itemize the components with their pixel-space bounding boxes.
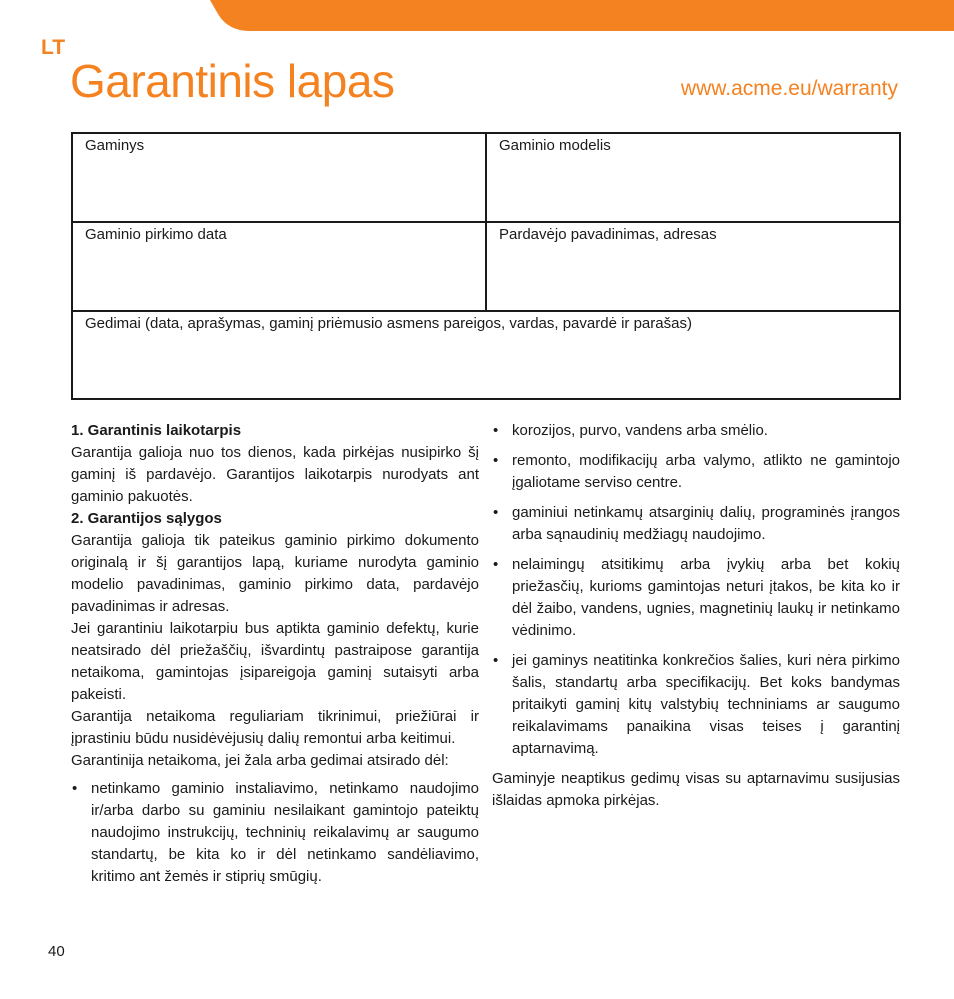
exclusion-text: korozijos, purvo, vandens arba smėlio. xyxy=(512,422,768,439)
defects-label: Gedimai (data, aprašymas, gaminį priėmusio asmens pareigos, vardas, pavardė ir parašas) xyxy=(85,315,692,332)
exclusion-item xyxy=(71,778,479,888)
language-code: LT xyxy=(41,36,66,59)
exclusion-text: netinkamo gaminio instaliavimo, netinkamo naudojimo ir/arba darbo su gaminiu nesilaikant gamintojo pateiktų naudojimo instrukcijų, techninių reikalavimų ar saugumo standartų, be kita ko ir dėl netinkamo sandėliavimo, kritimo ant žemės ir stiprių smūgių. xyxy=(91,780,479,885)
section-2-heading: 2. Garantijos sąlygos xyxy=(71,510,222,527)
page-number: 40 xyxy=(48,943,65,960)
section-1-heading: 1. Garantinis laikotarpis xyxy=(71,422,242,439)
section-1-text: Garantija galioja nuo tos dienos, kada pirkėjas nusipirko šį gaminį iš pardavėjo. Garantijos laikotarpis nurodyats ant gaminio pakuotės. xyxy=(71,444,479,505)
section-2-paragraph: Garantija galioja tik pateikus gaminio pirkimo dokumento originalą ir šį garantijos lapą, kuriame nurodyta gaminio modelio pavadinimas, gaminio pirkimo data, pardavėjo pavadinimas ir adresas. xyxy=(71,532,479,615)
warranty-form-table xyxy=(71,132,901,400)
page-title: Garantinis lapas xyxy=(70,55,395,107)
exclusion-item xyxy=(492,450,900,494)
section-2-paragraph: Garantija netaikoma reguliariam tikrinimui, priežiūrai ir įprastiniu būdu nusidėvėjusių dalių remontui arba keitimui. xyxy=(71,708,479,747)
exclusion-text: gaminiui netinkamų atsarginių dalių, programinės įrangos arba sąnaudinių medžiagų naudojimo. xyxy=(512,504,900,543)
exclusions-list-right xyxy=(492,420,900,760)
defects-field[interactable] xyxy=(73,312,899,398)
bullet-icon: • xyxy=(72,780,78,797)
purchase-date-label: Gaminio pirkimo data xyxy=(85,226,227,243)
exclusion-text: jei gaminys neatitinka konkrečios šalies, kuri nėra pirkimo šalis, standartų arba specifikacijų. Bet koks bandymas pritaikyti gaminį kitų valstybių techniniams ar saugumo reikalavimams panaikina visas teises į garantinį aptarnavimą. xyxy=(512,652,900,757)
seller-field[interactable] xyxy=(487,223,901,312)
bullet-icon: • xyxy=(493,556,499,573)
section-2-paragraph: Jei garantiniu laikotarpiu bus aptikta gaminio defektų, kurie neatsirado dėl priežaščių, išvardintų pastraipose garantija netaikoma, gamintojas įsipareigoja gaminį sutaisyti arba pakeisti. xyxy=(71,620,479,703)
bullet-icon: • xyxy=(493,452,499,469)
seller-label: Pardavėjo pavadinimas, adresas xyxy=(499,226,717,243)
bullet-icon: • xyxy=(493,652,499,669)
exclusion-item xyxy=(492,554,900,642)
exclusion-text: remonto, modifikacijų arba valymo, atlikto ne gamintojo įgaliotame serviso centre. xyxy=(512,452,900,491)
closing-note: Gaminyje neaptikus gedimų visas su aptarnavimu susijusias išlaidas apmoka pirkėjas. xyxy=(492,770,900,809)
exclusions-intro: Garantinija netaikoma, jei žala arba gedimai atsirado dėl: xyxy=(71,752,449,769)
exclusion-text: nelaimingų atsitikimų arba įvykių arba bet kokių priežasčių, kurioms gamintojas neturi įtakos, be kita ko ir dėl žaibo, vandens, ugnies, magnetinių laukų ir netinkamo vėdinimo. xyxy=(512,556,900,639)
model-field[interactable] xyxy=(487,134,901,223)
product-field[interactable] xyxy=(73,134,487,223)
left-column xyxy=(71,420,479,896)
orange-header-band xyxy=(0,0,954,31)
exclusion-item xyxy=(492,650,900,760)
purchase-date-field[interactable] xyxy=(73,223,487,312)
exclusion-item xyxy=(492,420,900,442)
warranty-url: www.acme.eu/warranty xyxy=(680,77,898,100)
bullet-icon: • xyxy=(493,504,499,521)
exclusion-item xyxy=(492,502,900,546)
bullet-icon: • xyxy=(493,422,499,439)
right-column xyxy=(492,420,900,812)
exclusions-list-left xyxy=(71,778,479,888)
model-label: Gaminio modelis xyxy=(499,137,611,154)
product-label: Gaminys xyxy=(85,137,145,154)
